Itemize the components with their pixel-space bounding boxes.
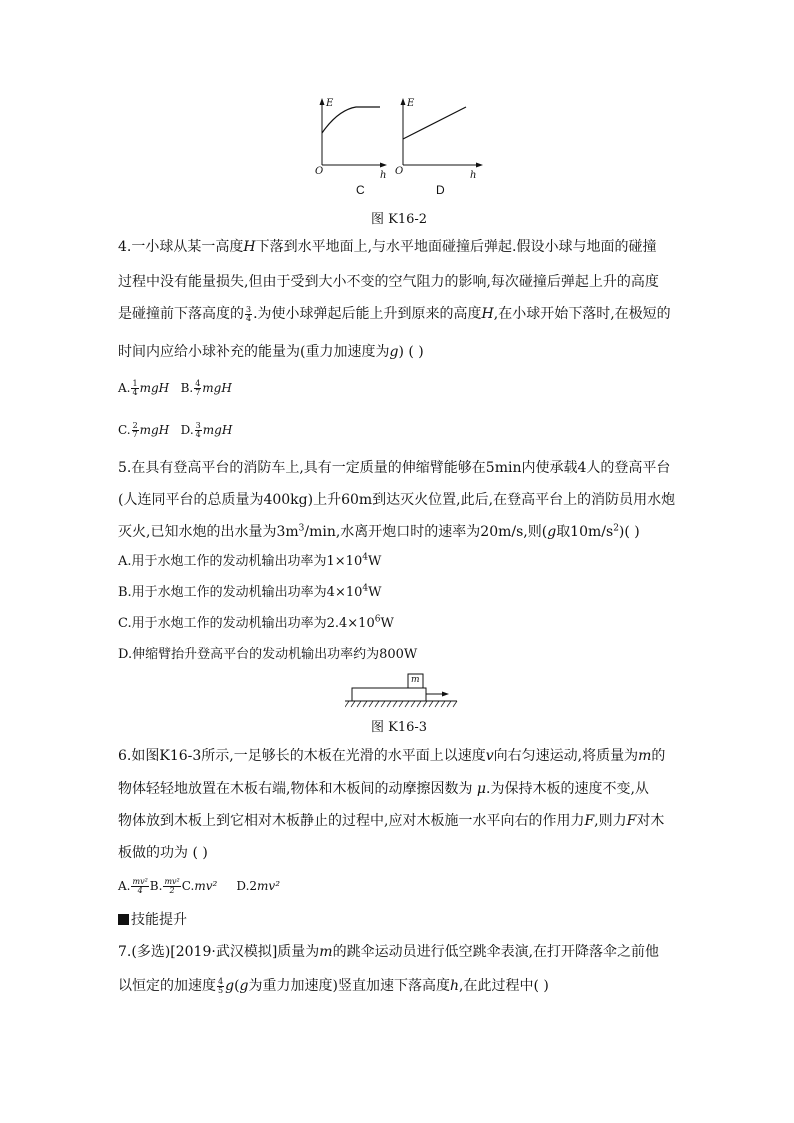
- q6-line-2: 物体轻轻地放置在木板右端,物体和木板间的动摩擦因数为 μ.为保持木板的速度不变,从: [118, 781, 649, 797]
- graph-d-origin: O: [395, 166, 404, 177]
- q5-option-a: A.用于水炮工作的发动机输出功率为$1\times 10^4W$: [118, 552, 382, 569]
- wooden-board: [352, 688, 426, 701]
- block-m-label: m: [411, 675, 420, 685]
- q5-option-b: B.用于水炮工作的发动机输出功率为$4\times 10^4W$: [118, 583, 382, 600]
- q4-option-a: A. $\frac{1}{4}$ mgH: [118, 379, 170, 397]
- graph-c-label: C: [356, 183, 365, 197]
- q5-option-c: C.用于水炮工作的发动机输出功率为$2.4\times 10^6W$: [118, 614, 394, 631]
- graph-d-label: D: [436, 183, 445, 197]
- q7-fraction: $\frac{4}{5}$: [218, 976, 224, 995]
- graph-d-x-label: h: [470, 170, 477, 181]
- figure-caption-k16-2: 图 K16-2: [371, 212, 428, 227]
- q4-line-2: 过程中没有能量损失,但由于受到大小不变的空气阻力的影响,每次碰撞后弹起上升的高度: [118, 274, 659, 290]
- graph-d-y-label: E: [407, 98, 415, 109]
- figure-caption-k16-3: 图 K16-3: [371, 720, 428, 735]
- ground-hatch: [345, 701, 457, 707]
- q4-option-b: B. $\frac{4}{7}$ mgH: [180, 379, 232, 397]
- figure-k16-3-board: [345, 670, 465, 712]
- q5-line-2: (人连同平台的总质量为400kg)上升60m到达灭火位置,此后,在登高平台上的消防员用水炮: [118, 492, 676, 508]
- q4-line-4: 时间内应给小球补充的能量为(重力加速度为g) ( ): [118, 344, 424, 360]
- graph-d-line: [403, 107, 466, 139]
- q7-line-1: 7.(多选)[2019·武汉模拟]质量为m的跳伞运动员进行低空跳伞表演,在打开降落伞之前他: [118, 944, 660, 960]
- graph-c-curve: [322, 107, 380, 133]
- q6-option-d: D.2mv²: [236, 879, 280, 893]
- q6-option-a: A. $\frac{\text{mv²}}{4}$: [118, 877, 148, 895]
- q6-options: [118, 876, 280, 896]
- q4-option-d: D. $\frac{3}{4}$ mgH: [180, 421, 233, 439]
- graph-c-x-label: h: [380, 170, 387, 181]
- q4-line-1: 4.一小球从某一高度H下落到水平地面上,与水平地面碰撞后弹起.假设小球与地面的碰撞: [118, 239, 657, 255]
- q4-options-cd: [118, 420, 232, 440]
- q6-line-4: 板做的功为 ( ): [118, 845, 208, 861]
- q4-option-c: C. $\frac{2}{7}$ mgH: [118, 421, 170, 439]
- graph-c-y-label: E: [326, 98, 334, 109]
- q6-line-3: 物体放到木板上到它相对木板静止的过程中,应对木板施一水平向右的作用力F,则力F对木: [118, 813, 665, 829]
- q7-line-2: 以恒定的加速度 $\frac{4}{5}$ g(g为重力加速度)竖直加速下落高度h,在此过程中( ): [118, 976, 549, 995]
- q6-line-1: 6.如图K16-3所示,一足够长的木板在光滑的水平面上以速度v向右匀速运动,将质量为m的: [118, 748, 666, 764]
- q6-option-c: C.mv²: [181, 879, 218, 893]
- q4-options-ab: [118, 378, 232, 398]
- q4-line-3: 是碰撞前下落高度的 $\frac{3}{4}$ .为使小球弹起后能上升到原来的高度H,在小球开始下落时,在极短的: [118, 304, 671, 323]
- q5-line-1: 5.在具有登高平台的消防车上,具有一定质量的伸缩臂能够在5min内使承载4人的登高平台: [118, 460, 671, 476]
- section-heading: 技能提升: [118, 910, 187, 930]
- q6-option-b: B. $\frac{\text{mv²}}{2}$: [149, 877, 180, 895]
- graph-c-origin: O: [315, 166, 324, 177]
- q5-line-3: 灭火,已知水炮的出水量为$3m^3/\min$,水离开炮口时的速率为20m/s,则(g取$10m/s^2$)( ): [118, 523, 640, 540]
- q5-option-d: D.伸缩臂抬升登高平台的发动机输出功率约为800W: [118, 647, 418, 662]
- q4-fraction: $\frac{3}{4}$: [246, 304, 252, 323]
- square-bullet-icon: [118, 914, 129, 925]
